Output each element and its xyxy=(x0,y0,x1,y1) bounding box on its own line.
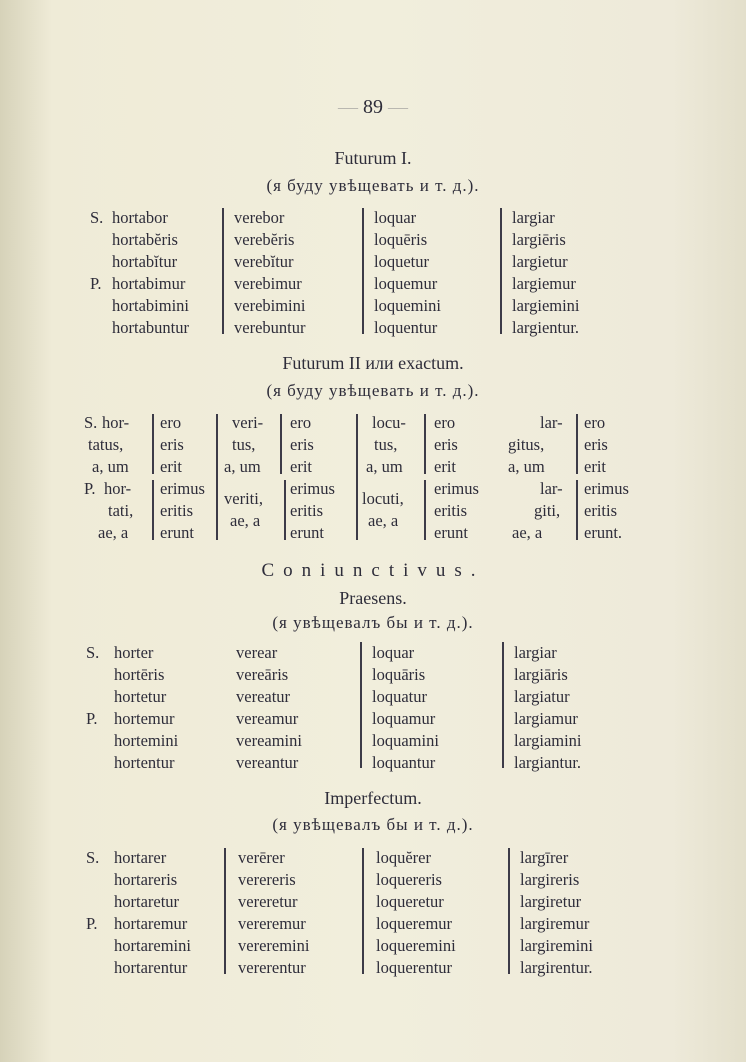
form-cell: largiremini xyxy=(520,936,594,955)
form-cell: loquar xyxy=(372,643,415,662)
brace xyxy=(576,414,578,474)
brace xyxy=(152,414,154,474)
column-divider xyxy=(216,414,218,540)
ending-cell: erimus xyxy=(290,479,335,498)
ending-cell: eris xyxy=(290,435,314,454)
ending-cell: ero xyxy=(160,413,182,432)
form-cell: loqueremini xyxy=(376,936,456,955)
form-cell: verebĕris xyxy=(234,230,295,249)
form-cell: verebor xyxy=(234,208,285,227)
form-cell: largiamini xyxy=(514,731,582,750)
column-divider xyxy=(500,208,502,334)
form-cell: verebimini xyxy=(234,296,306,315)
plural-marker: P. xyxy=(86,914,98,933)
imperfectum-subtitle: (я увѣщевалъ бы и т. д.). xyxy=(272,815,474,834)
imperfectum-loquor-column xyxy=(376,847,456,979)
form-cell: horter xyxy=(114,643,154,662)
ending-cell: eris xyxy=(434,435,458,454)
ending-cell: eritis xyxy=(160,501,193,520)
form-cell: verebimur xyxy=(234,274,302,293)
stem-cell: gitus, xyxy=(508,435,545,454)
stem-cell: tatus, xyxy=(88,435,124,454)
page-number: — 89 — xyxy=(338,96,408,118)
futurum-1-hortor-column xyxy=(112,207,189,339)
stem-cell: locu- xyxy=(372,413,406,432)
ending-cell: erimus xyxy=(584,479,629,498)
stem-cell: a, um xyxy=(508,457,545,476)
singular-marker: S. xyxy=(86,848,100,867)
imperfectum-vereor-column xyxy=(238,847,309,979)
form-cell: largiamur xyxy=(514,709,578,728)
ending-cell: erit xyxy=(584,457,606,476)
stem-cell: hor- xyxy=(102,413,130,432)
praesens-title: Praesens. xyxy=(339,588,407,608)
praesens-subtitle: (я увѣщевалъ бы и т. д.). xyxy=(272,613,474,632)
form-cell: vereāris xyxy=(236,665,289,684)
form-cell: largiretur xyxy=(520,892,582,911)
form-cell: loquamur xyxy=(372,709,436,728)
form-cell: verebuntur xyxy=(234,318,306,337)
column-divider xyxy=(224,848,226,974)
stem-cell: lar- xyxy=(540,413,563,432)
column-divider xyxy=(222,208,224,334)
form-cell: hortabor xyxy=(112,208,168,227)
form-cell: loquemur xyxy=(374,274,438,293)
stem-cell: lar- xyxy=(540,479,563,498)
stem-cell: veriti, xyxy=(224,489,263,508)
form-cell: loquēris xyxy=(374,230,428,249)
form-cell: largiemur xyxy=(512,274,576,293)
form-cell: largireris xyxy=(520,870,580,889)
form-cell: loquamini xyxy=(372,731,439,750)
singular-marker: S. xyxy=(90,208,104,227)
form-cell: loquentur xyxy=(374,318,438,337)
form-cell: hortēris xyxy=(114,665,165,684)
stem-cell: hor- xyxy=(104,479,132,498)
futurum-1-loquor-column xyxy=(374,207,441,339)
form-cell: loquemini xyxy=(374,296,441,315)
form-cell: hortaremur xyxy=(114,914,188,933)
ending-cell: erit xyxy=(290,457,312,476)
plural-marker: P. xyxy=(90,274,102,293)
form-cell: vereatur xyxy=(236,687,291,706)
imperfectum-hortor-column xyxy=(114,847,191,979)
form-cell: vererentur xyxy=(238,958,306,977)
form-cell: hortentur xyxy=(114,753,175,772)
ending-cell: erunt xyxy=(290,523,324,542)
form-cell: hortetur xyxy=(114,687,167,706)
imperfectum-largior-column xyxy=(520,847,593,979)
stem-cell: a, um xyxy=(92,457,129,476)
form-cell: largientur. xyxy=(512,318,580,337)
form-cell: largiar xyxy=(514,643,557,662)
form-cell: hortabĭtur xyxy=(112,252,178,271)
form-cell: loqueretur xyxy=(376,892,444,911)
form-cell: vereremur xyxy=(238,914,306,933)
ending-cell: eritis xyxy=(290,501,323,520)
form-cell: loquar xyxy=(374,208,417,227)
form-cell: verereris xyxy=(238,870,296,889)
form-cell: vereremini xyxy=(238,936,310,955)
column-divider xyxy=(508,848,510,974)
form-cell: hortaretur xyxy=(114,892,180,911)
futurum-2-loquor-endings xyxy=(434,412,479,544)
stem-cell: tus, xyxy=(374,435,398,454)
futurum-1-subtitle: (я буду увѣщевать и т. д.). xyxy=(266,176,480,195)
futurum-2-vereor-endings xyxy=(290,412,335,544)
form-cell: hortabuntur xyxy=(112,318,189,337)
form-cell: hortemini xyxy=(114,731,179,750)
futurum-2-subtitle: (я буду увѣщевать и т. д.). xyxy=(266,381,480,400)
form-cell: hortaremini xyxy=(114,936,191,955)
form-cell: loquantur xyxy=(372,753,436,772)
stem-cell: giti, xyxy=(534,501,561,520)
stem-cell: tati, xyxy=(108,501,134,520)
plural-marker: P. xyxy=(86,709,98,728)
plural-marker: P. xyxy=(84,479,96,498)
form-cell: largirentur. xyxy=(520,958,593,977)
ending-cell: ero xyxy=(290,413,312,432)
futurum-2-hortor-endings xyxy=(160,412,205,544)
imperfectum-title: Imperfectum. xyxy=(324,788,422,808)
page-number-value: 89 xyxy=(363,96,383,118)
stem-cell: ae, a xyxy=(368,511,399,530)
brace xyxy=(424,480,426,540)
praesens-largior-column xyxy=(514,642,582,774)
ending-cell: erit xyxy=(434,457,456,476)
ending-cell: erunt xyxy=(160,523,194,542)
column-divider xyxy=(362,848,364,974)
form-cell: vereamini xyxy=(236,731,302,750)
form-cell: largiāris xyxy=(514,665,568,684)
brace xyxy=(284,480,286,540)
form-cell: largiar xyxy=(512,208,555,227)
form-cell: largiatur xyxy=(514,687,570,706)
form-cell: verērer xyxy=(238,848,285,867)
form-cell: vereantur xyxy=(236,753,299,772)
ending-cell: eris xyxy=(160,435,184,454)
form-cell: hortarentur xyxy=(114,958,188,977)
ending-cell: ero xyxy=(434,413,456,432)
singular-marker: S. xyxy=(84,413,98,432)
futurum-2-largior-endings xyxy=(584,412,629,544)
futurum-1-title: Futurum I. xyxy=(334,148,412,168)
form-cell: vereretur xyxy=(238,892,298,911)
column-divider xyxy=(360,642,362,768)
form-cell: largiēris xyxy=(512,230,566,249)
ending-cell: erimus xyxy=(434,479,479,498)
stem-cell: veri- xyxy=(232,413,264,432)
ending-cell: eritis xyxy=(434,501,467,520)
column-divider xyxy=(362,208,364,334)
column-divider xyxy=(356,414,358,540)
form-cell: hortabĕris xyxy=(112,230,178,249)
ending-cell: erimus xyxy=(160,479,205,498)
form-cell: loquāris xyxy=(372,665,426,684)
stem-cell: ae, a xyxy=(512,523,543,542)
brace xyxy=(280,414,282,474)
ending-cell: erit xyxy=(160,457,182,476)
praesens-loquor-column xyxy=(372,642,439,774)
stem-cell: ae, a xyxy=(98,523,129,542)
form-cell: hortabimini xyxy=(112,296,189,315)
form-cell: verebĭtur xyxy=(234,252,294,271)
form-cell: loquatur xyxy=(372,687,427,706)
ending-cell: erunt. xyxy=(584,523,623,542)
futurum-2-title: Futurum II или exactum. xyxy=(282,353,464,373)
form-cell: hortarer xyxy=(114,848,167,867)
coniunctivus-title: Coniunctivus. xyxy=(261,560,485,581)
praesens-vereor-column xyxy=(236,642,302,774)
form-cell: largiremur xyxy=(520,914,590,933)
column-divider xyxy=(502,642,504,768)
form-cell: loquerentur xyxy=(376,958,453,977)
stem-cell: a, um xyxy=(224,457,261,476)
singular-marker: S. xyxy=(86,643,100,662)
stem-cell: locuti, xyxy=(362,489,404,508)
form-cell: hortareris xyxy=(114,870,178,889)
brace xyxy=(576,480,578,540)
ending-cell: ero xyxy=(584,413,606,432)
form-cell: loquĕrer xyxy=(376,848,431,867)
form-cell: hortabimur xyxy=(112,274,186,293)
ending-cell: erunt xyxy=(434,523,468,542)
form-cell: hortemur xyxy=(114,709,175,728)
futurum-1-vereor-column xyxy=(234,207,305,339)
ending-cell: eritis xyxy=(584,501,617,520)
futurum-1-largior-column xyxy=(512,207,580,339)
form-cell: largīrer xyxy=(520,848,569,867)
stem-cell: tus, xyxy=(232,435,256,454)
stem-cell: a, um xyxy=(366,457,403,476)
stem-cell: ae, a xyxy=(230,511,261,530)
form-cell: largiemini xyxy=(512,296,580,315)
form-cell: loquereris xyxy=(376,870,442,889)
praesens-hortor-column xyxy=(114,642,178,774)
brace xyxy=(152,480,154,540)
form-cell: vereamur xyxy=(236,709,299,728)
form-cell: loquetur xyxy=(374,252,429,271)
brace xyxy=(424,414,426,474)
form-cell: loqueremur xyxy=(376,914,453,933)
form-cell: largiantur. xyxy=(514,753,582,772)
form-cell: largietur xyxy=(512,252,568,271)
form-cell: verear xyxy=(236,643,278,662)
ending-cell: eris xyxy=(584,435,608,454)
